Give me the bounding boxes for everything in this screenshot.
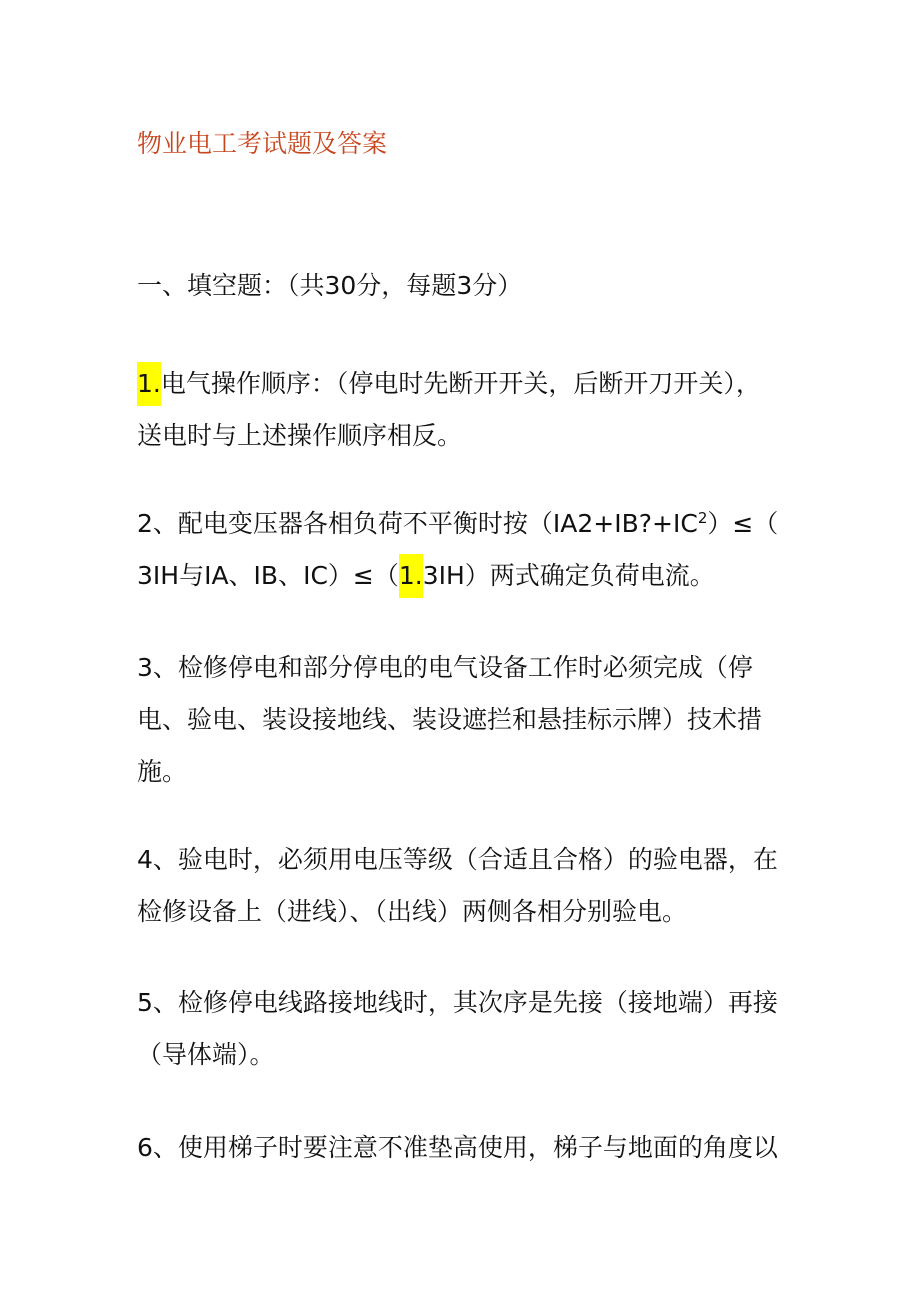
- question-1-line-1: [137, 358, 797, 410]
- highlight-mark: 1.: [399, 554, 423, 598]
- document-title: 物业电工考试题及答案: [137, 129, 388, 158]
- superscript: 2: [697, 509, 708, 527]
- question-2: [137, 498, 797, 602]
- question-1-line-2: 送电时与上述操作顺序相反。: [137, 421, 463, 450]
- question-3-line-1: 3、检修停电和部分停电的电气设备工作时必须完成（停: [137, 653, 753, 682]
- question-6: [137, 1122, 797, 1174]
- section-heading: 一、填空题：（共30分，每题3分）: [137, 271, 523, 300]
- question-text: 电气操作顺序：（停电时先断开开关，后断开刀开关），: [160, 369, 761, 398]
- question-5-line-2: （导体端）。: [137, 1040, 275, 1069]
- question-text: 3IH与IA、IB、IC）≤（: [137, 561, 399, 590]
- highlight-mark: 1.: [137, 362, 161, 406]
- question-text: 3IH）两式确定负荷电流。: [422, 561, 715, 590]
- question-5: [137, 977, 797, 1081]
- question-text: ）≤（: [707, 509, 779, 538]
- question-5-line-1: 5、检修停电线路接地线时，其次序是先接（接地端）再接: [137, 988, 778, 1017]
- question-2-line-2: [137, 550, 797, 602]
- question-6-line-1: 6、使用梯子时要注意不准垫高使用，梯子与地面的角度以: [137, 1133, 778, 1162]
- question-4-line-1: 4、验电时，必须用电压等级（合适且合格）的验电器，在: [137, 845, 778, 874]
- question-text: 2、配电变压器各相负荷不平衡时按（IA2+IB?+IC: [137, 509, 698, 538]
- question-1: [137, 358, 797, 462]
- question-3-line-3: 施。: [137, 757, 188, 786]
- question-2-line-1: [137, 498, 797, 550]
- question-4-line-2: 检修设备上（进线）、（出线）两侧各相分别验电。: [137, 897, 688, 926]
- question-3-line-2: 电、验电、装设接地线、装设遮拦和悬挂标示牌）技术措: [137, 705, 763, 734]
- question-4: [137, 834, 797, 938]
- question-3: [137, 642, 797, 798]
